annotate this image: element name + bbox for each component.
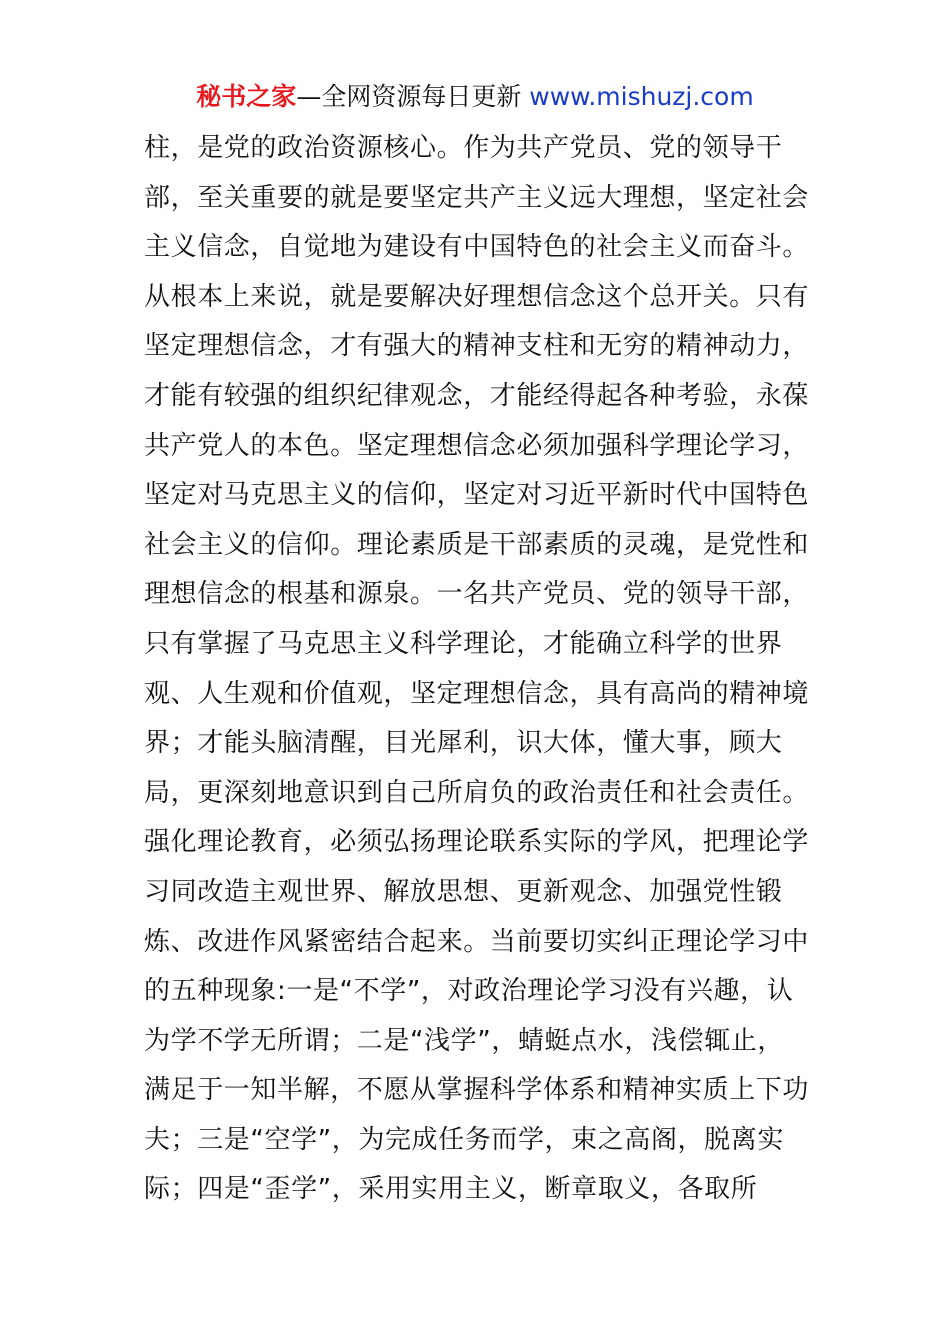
- text-line: 际；四是“歪学”，采用实用主义，断章取义，各取所: [144, 1174, 758, 1205]
- text-line: 主义信念，自觉地为建设有中国特色的社会主义而奋斗。: [144, 232, 810, 263]
- text-line: 只有掌握了马克思主义科学理论，才能确立科学的世界: [144, 628, 783, 659]
- text-line: 炼、改进作风紧密结合起来。当前要切实纠正理论学习中: [144, 926, 810, 957]
- text-line: 局，更深刻地意识到自己所肩负的政治责任和社会责任。: [144, 777, 810, 808]
- text-line: 从根本上来说，就是要解决好理想信念这个总开关。只有: [144, 281, 810, 312]
- text-line: 观、人生观和价值观，坚定理想信念，具有高尚的精神境: [144, 678, 810, 709]
- text-line: 部，至关重要的就是要坚定共产主义远大理想，坚定社会: [144, 182, 810, 213]
- text-line: 界；才能头脑清醒，目光犀利，识大体，懂大事，顾大: [144, 728, 783, 759]
- site-header: [0, 80, 950, 114]
- text-line: 夫；三是“空学”，为完成任务而学，束之高阁，脱离实: [144, 1124, 784, 1155]
- site-tagline: —全网资源每日更新: [296, 82, 522, 111]
- text-line: 柱，是党的政治资源核心。作为共产党员、党的领导干: [144, 133, 783, 163]
- text-line: 社会主义的信仰。理论素质是干部素质的灵魂，是党性和: [144, 529, 810, 560]
- document-body: [144, 124, 814, 1215]
- text-line: 满足于一知半解，不愿从掌握科学体系和精神实质上下功: [144, 1075, 810, 1106]
- text-line: 才能有较强的组织纪律观念，才能经得起各种考验，永葆: [144, 380, 810, 411]
- text-line: 坚定对马克思主义的信仰，坚定对习近平新时代中国特色: [144, 480, 810, 511]
- site-brand: 秘书之家: [196, 82, 297, 111]
- text-line: 的五种现象:一是“不学”，对政治理论学习没有兴趣，认: [144, 976, 794, 1007]
- text-line: 习同改造主观世界、解放思想、更新观念、加强党性锻: [144, 876, 783, 907]
- text-line: 理想信念的根基和源泉。一名共产党员、党的领导干部，: [144, 579, 810, 610]
- text-line: 强化理论教育，必须弘扬理论联系实际的学风，把理论学: [144, 827, 810, 858]
- site-url[interactable]: www.mishuzj.com: [529, 82, 754, 111]
- text-line: 坚定理想信念，才有强大的精神支柱和无穷的精神动力，: [144, 331, 810, 362]
- text-line: 为学不学无所谓；二是“浅学”，蜻蜓点水，浅偿辄止，: [144, 1025, 784, 1056]
- text-line: 共产党人的本色。坚定理想信念必须加强科学理论学习，: [144, 430, 810, 461]
